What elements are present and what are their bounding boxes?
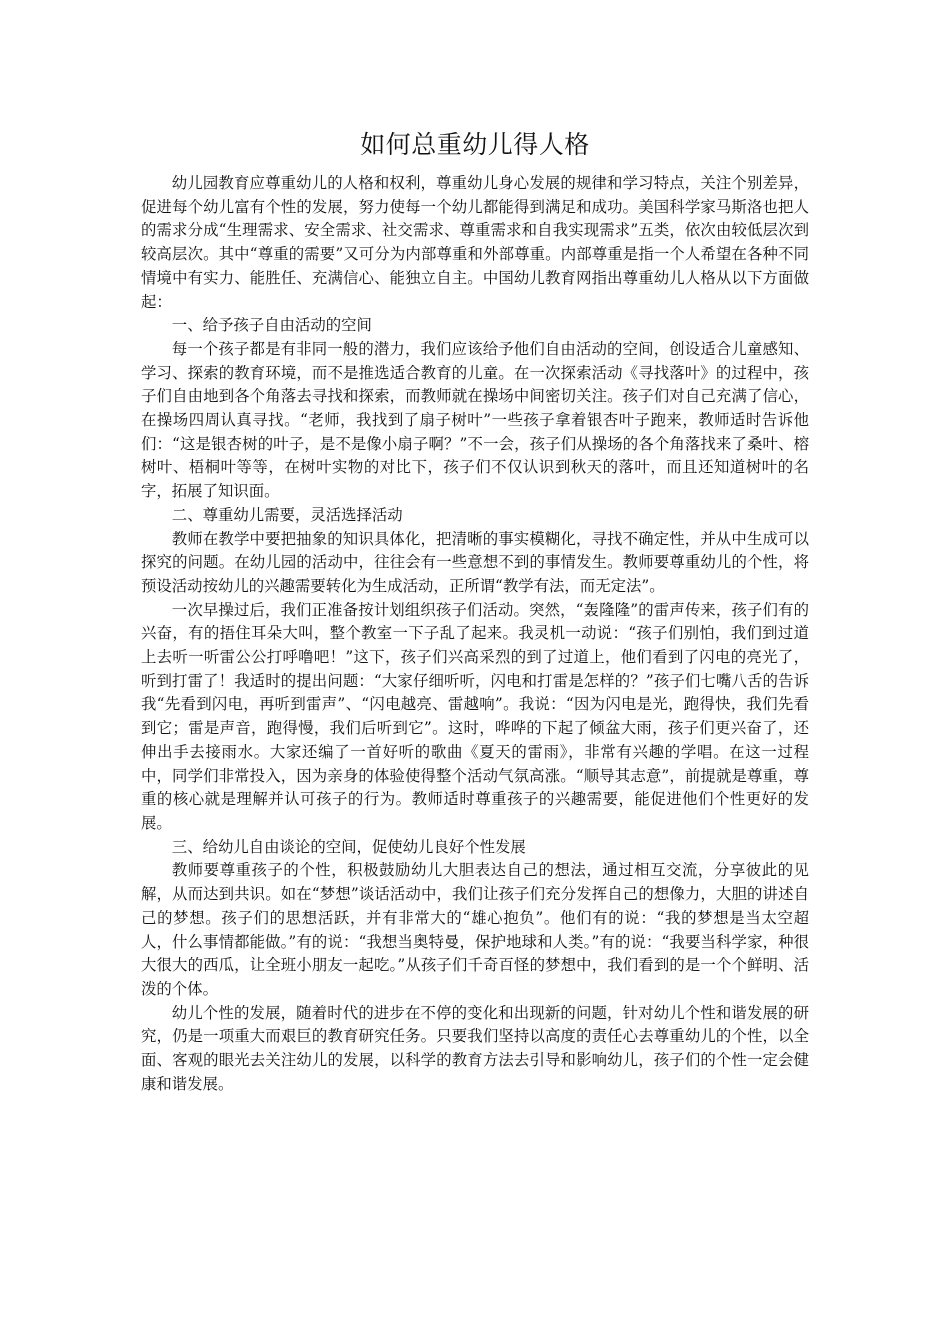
document-title: 如何总重幼儿得人格 [360, 130, 590, 159]
intro-paragraph: 幼儿园教育应尊重幼儿的人格和权利，尊重幼儿身心发展的规律和学习特点，关注个别差异，促进每个幼儿富有个性的发展，努力使每一个幼儿都能得到满足和成功。美国科学家马斯洛也把人的需求分成“生理需求、安全需求、社交需求、尊重需求和自我实现需求”五类，依次由较低层次到较高层次。其中“尊重的需要”又可分为内部尊重和外部尊重。内部尊重是指一个人希望在各种不同情境中有实力、能胜任、充满信心、能独立自主。中国幼儿教育网指出尊重幼儿人格从以下方面做起： [141, 174, 809, 311]
document-page [141, 128, 809, 1096]
section-2-paragraph-1: 教师在教学中要把抽象的知识具体化，把清晰的事实模糊化，寻找不确定性，并从中生成可以探究的问题。在幼儿园的活动中，往往会有一些意想不到的事情发生。教师要尊重幼儿的个性，将预设活动按幼儿的兴趣需要转化为生成活动，正所谓“教学有法，而无定法”。 [141, 529, 809, 595]
conclusion-paragraph: 幼儿个性的发展，随着时代的进步在不停的变化和出现新的问题，针对幼儿个性和谐发展的研究，仍是一项重大而艰巨的教育研究任务。只要我们坚持以高度的责任心去尊重幼儿的个性，以全面、客观的眼光去关注幼儿的发展，以科学的教育方法去引导和影响幼儿，孩子们的个性一定会健康和谐发展。 [141, 1003, 809, 1093]
section-1-paragraph: 每一个孩子都是有非同一般的潜力，我们应该给予他们自由活动的空间，创设适合儿童感知、学习、探索的教育环境，而不是推选适合教育的儿童。在一次探索活动《寻找落叶》的过程中，孩子们自由地到各个角落去寻找和探索，而教师就在操场中间密切关注。孩子们对自己充满了信心，在操场四周认真寻找。“老师，我找到了扇子树叶”一些孩子拿着银杏叶子跑来，教师适时告诉他们：“这是银杏树的叶子，是不是像小扇子啊？”不一会，孩子们从操场的各个角落找来了桑叶、榕树叶、梧桐叶等等，在树叶实物的对比下，孩子们不仅认识到秋天的落叶，而且还知道树叶的名字，拓展了知识面。 [141, 339, 809, 501]
section-2-paragraph-2: 一次早操过后，我们正准备按计划组织孩子们活动。突然，“轰隆隆”的雷声传来，孩子们有的兴奋，有的捂住耳朵大叫，整个教室一下子乱了起来。我灵机一动说：“孩子们别怕，我们到过道上去听一听雷公公打呼噜吧！”这下，孩子们兴高采烈的到了过道上，他们看到了闪电的亮光了，听到打雷了！我适时的提出问题：“大家仔细听听，闪电和打雷是怎样的？”孩子们七嘴八舌的告诉我“先看到闪电，再听到雷声”、“闪电越亮、雷越响”。我说：“因为闪电是光，跑得快，我们先看到它；雷是声音，跑得慢，我们后听到它”。这时，哗哗的下起了倾盆大雨，孩子们更兴奋了，还伸出手去接雨水。大家还编了一首好听的歌曲《夏天的雷雨》，非常有兴趣的学唱。在这一过程中，同学们非常投入，因为亲身的体验使得整个活动气氛高涨。“顺导其志意”，前提就是尊重，尊重的核心就是理解并认可孩子的行为。教师适时尊重孩子的兴趣需要，能促进他们个性更好的发展。 [141, 600, 809, 832]
section-heading-1: 一、给予孩子自由活动的空间 [171, 316, 372, 335]
section-heading-2: 二、尊重幼儿需要，灵活选择活动 [171, 505, 403, 524]
section-heading-3: 三、给幼儿自由谈论的空间，促使幼儿良好个性发展 [171, 837, 526, 856]
section-3-paragraph: 教师要尊重孩子的个性，积极鼓励幼儿大胆表达自己的想法，通过相互交流，分享彼此的见解，从而达到共识。如在“梦想”谈话活动中，我们让孩子们充分发挥自己的想像力，大胆的讲述自己的梦想。孩子们的思想活跃，并有非常大的“雄心抱负”。他们有的说：“我的梦想是当太空超人，什么事情都能做。”有的说：“我想当奥特曼，保护地球和人类。”有的说：“我要当科学家，种很大很大的西瓜，让全班小朋友一起吃。”从孩子们千奇百怪的梦想中，我们看到的是一个个鲜明、活泼的个体。 [141, 861, 809, 998]
